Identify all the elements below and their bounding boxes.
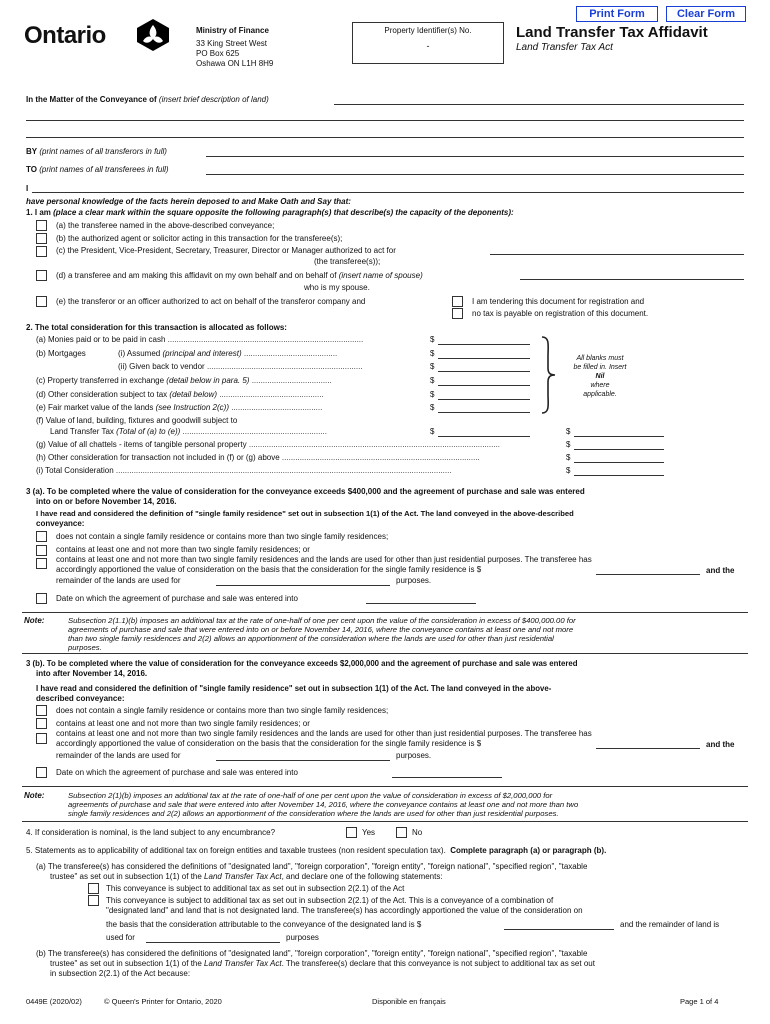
- s1-d-spouse-field-line[interactable]: [520, 279, 744, 280]
- s1-checkbox-d[interactable]: [36, 270, 47, 281]
- s3b-note-line2: agreements of purchase and sale that were entered into after November 14, 2016, where the conveyance contains at least one and not more than two: [68, 800, 579, 809]
- s1-checkbox-e-no-tax[interactable]: [452, 308, 463, 319]
- s4-no-label: No: [412, 828, 423, 837]
- matter-label: [26, 95, 269, 105]
- s3a-option-1: does not contain a single family residence or contains more than two single family residences;: [56, 532, 389, 541]
- s2-b1-label-text: (i) Assumed: [118, 349, 161, 358]
- s3a-option-2: contains at least one and not more than two single family residences; or: [56, 545, 310, 554]
- s5-b-line2-post: . The transferee(s) declare that this conveyance is not subject to additional tax as set out: [281, 959, 595, 968]
- s2-f-label-line1: (f) Value of land, building, fixtures and goodwill subject to: [36, 416, 238, 425]
- s4-yes-label: Yes: [362, 828, 376, 837]
- s5-a-option-2c: the basis that the consideration attributable to the conveyance of the designated land is $: [106, 920, 422, 929]
- s5-a-act: Land Transfer Tax Act: [204, 872, 282, 881]
- s5-a-checkbox-2[interactable]: [88, 895, 99, 906]
- s3b-note-label: Note:: [24, 791, 45, 800]
- s1-checkbox-c[interactable]: [36, 246, 47, 257]
- s1-option-d-text: (d) a transferee and am making this affidavit on my own behalf and on behalf of: [56, 271, 337, 280]
- property-identifier-box[interactable]: [352, 22, 504, 64]
- blanks-note-line5: applicable.: [583, 391, 617, 398]
- s5-a-remainder-use-field[interactable]: [146, 942, 280, 943]
- s2-i-label: (i) Total Consideration .......................................................................................................................................................: [36, 466, 452, 475]
- ministry-address-line2: PO Box 625: [196, 49, 240, 58]
- s2-i-field[interactable]: [574, 475, 664, 476]
- s3a-note-line4: purposes.: [68, 643, 102, 652]
- s2-c-label: (c) Property transferred in exchange (detail below in para. 5) ....................................: [36, 376, 332, 385]
- s5-a-option-1: This conveyance is subject to additional tax as set out in subsection 2(2.1) of the Act: [106, 884, 405, 893]
- s1-option-d-hint: (insert name of spouse): [338, 271, 423, 280]
- s3b-read-line1: I have read and considered the definition of "single family residence" set out in subsection 1(1) of the Act. The land conveyed in the above-: [36, 684, 552, 693]
- property-identifier-label: Property Identifier(s) No.: [384, 26, 472, 35]
- blanks-note-line4: where: [590, 382, 610, 389]
- s3a-checkbox-1[interactable]: [36, 531, 47, 542]
- to-label: [26, 165, 169, 175]
- s3b-note-line1: Subsection 2(1)(b) imposes an additional tax at the rate of one-half of one per cent upon the value of consideration in excess of $2,000,000 for: [68, 791, 553, 800]
- ministry-address-line3: Oshawa ON L1H 8H9: [196, 59, 274, 68]
- s5-a-option-2d: and the remainder of land is: [620, 920, 720, 929]
- s3a-sfr-amount-field[interactable]: [596, 574, 700, 575]
- s3b-remainder-use-field[interactable]: [216, 760, 390, 761]
- s2-b2-field[interactable]: [438, 371, 530, 372]
- s2-d-label-text: (d) Other consideration subject to tax: [36, 390, 168, 399]
- s2-b1-dollar: $: [430, 349, 435, 358]
- s3b-note-line3: single family residences and 2(2) allows an apportionment of the consideration where the lands are used for other than just residential purposes.: [68, 809, 559, 818]
- s5-a-checkbox-1[interactable]: [88, 883, 99, 894]
- s3a-remainder-use-field[interactable]: [216, 585, 390, 586]
- s3b-checkbox-3[interactable]: [36, 733, 47, 744]
- s5-a-line2-pre: trustee" as set out in subsection 1(1) of the: [50, 872, 202, 881]
- s3a-note-box: [22, 612, 748, 654]
- s5-b-line1: (b) The transferee(s) has considered the definitions of "designated land", "foreign corporation", "foreign entity", "foreign national", "specified region", "taxable: [36, 949, 588, 958]
- matter-hint: (insert brief description of land): [158, 95, 269, 104]
- s3a-checkbox-2[interactable]: [36, 545, 47, 556]
- s5-a-line1: (a) The transferee(s) has considered the definitions of "designated land", "foreign corporation", "foreign entity", "foreign national", "specified region", "taxable: [36, 862, 588, 871]
- s2-i-label-text: (i) Total Consideration: [36, 466, 114, 475]
- s2-b1-label: (i) Assumed (principal and interest) ..........................................: [118, 349, 338, 358]
- s2-d-label: (d) Other consideration subject to tax (detail below) ...............................................: [36, 390, 324, 399]
- s2-e-field[interactable]: [438, 412, 530, 413]
- s3b-checkbox-2[interactable]: [36, 718, 47, 729]
- ministry-name: Ministry of Finance: [196, 26, 269, 35]
- s2-b2-dollar: $: [430, 362, 435, 371]
- s3b-note-box: [22, 786, 748, 822]
- s2-i-dollar: $: [566, 466, 571, 475]
- s1-checkbox-b[interactable]: [36, 233, 47, 244]
- section1-heading: [26, 208, 514, 218]
- s3b-heading-line1: 3 (b). To be completed where the value of consideration for the conveyance exceeds $2,000,000 and the agreement of purchase and sale was entered: [26, 659, 578, 668]
- s3b-heading-line2: into after November 14, 2016.: [36, 669, 148, 678]
- s2-d-dollar: $: [430, 390, 435, 399]
- s2-e-dollar: $: [430, 403, 435, 412]
- s5-a-option-2b: "designated land" and land that is not designated land. The transferee(s) has accordingly apportioned the value of the consideration on: [106, 906, 583, 915]
- s2-b1-field[interactable]: [438, 358, 530, 359]
- matter-label-text: In the Matter of the Conveyance of: [26, 95, 157, 104]
- blanks-note: [560, 354, 640, 399]
- by-label-text: BY: [26, 147, 38, 156]
- s3a-read-line1: I have read and considered the definition of "single family residence" set out in subsection 1(1) of the Act. The land conveyed in the above-described: [36, 509, 574, 518]
- section1-heading-hint: (place a clear mark within the square opposite the following paragraph(s) that describe(s) the capacity of the deponents):: [53, 208, 514, 217]
- matter-field-line3[interactable]: [26, 137, 744, 138]
- s1-option-e-tender-line1: I am tendering this document for registration and: [472, 297, 645, 306]
- footer-page-number: Page 1 of 4: [680, 997, 719, 1006]
- by-hint: (print names of all transferors in full): [39, 147, 167, 156]
- s1-c-field-line[interactable]: [490, 254, 744, 255]
- ontario-logo: [24, 22, 174, 52]
- s3b-option-2: contains at least one and not more than two single family residences; or: [56, 719, 310, 728]
- s5-heading: [26, 846, 606, 856]
- by-label: [26, 147, 167, 157]
- s3b-checkbox-1[interactable]: [36, 705, 47, 716]
- s1-option-d: [56, 271, 423, 281]
- s2-b-label: (b) Mortgages: [36, 349, 86, 358]
- s5-b-line3: in subsection 2(2.1) of the Act because:: [50, 969, 191, 978]
- s2-h-label-text: (h) Other consideration for transaction not included in (f) or (g) above: [36, 453, 280, 462]
- s5-a-line2-post: , and declare one of the following statements:: [281, 872, 443, 881]
- s3a-option-3d: remainder of the lands are used for: [56, 576, 181, 585]
- s3a-option-3e: purposes.: [396, 576, 432, 585]
- s2-f-total-dollar: $: [566, 427, 571, 436]
- ontario-logo-text: Ontario: [24, 22, 106, 49]
- s2-a-field[interactable]: [438, 344, 530, 345]
- ministry-address-line1: 33 King Street West: [196, 39, 267, 48]
- section1-heading-text: 1. I am: [26, 208, 51, 217]
- s3b-date-field[interactable]: [392, 777, 502, 778]
- s3b-option-3a: contains at least one and not more than two single family residences and the lands are used for other than just residential purposes. The transferee has: [56, 729, 592, 738]
- blanks-note-line2: be filled in. Insert: [573, 364, 627, 371]
- by-field-line[interactable]: [206, 156, 744, 157]
- s1-option-b: (b) the authorized agent or solicitor acting in this transaction for the transferee(s);: [56, 234, 343, 243]
- to-hint: (print names of all transferees in full): [39, 165, 169, 174]
- s3a-checkbox-date[interactable]: [36, 593, 47, 604]
- s1-option-e: (e) the transferor or an officer authorized to act on behalf of the transferor company and: [56, 297, 366, 306]
- blanks-note-line1: All blanks must: [576, 355, 624, 362]
- s3a-date-field[interactable]: [366, 603, 476, 604]
- s3b-date-label: Date on which the agreement of purchase and sale was entered into: [56, 768, 298, 777]
- s1-option-c-line2: (the transferee(s));: [314, 257, 381, 266]
- s5-heading-bold: Complete paragraph (a) or paragraph (b).: [450, 846, 607, 855]
- s2-b2-label: (ii) Given back to vendor ......................................................................: [118, 362, 363, 371]
- s2-d-field[interactable]: [438, 399, 530, 400]
- s3b-option-3e: purposes.: [396, 751, 432, 760]
- s3a-option-3b: accordingly apportioned the value of consideration on the basis that the consideration for the single family residence is $: [56, 565, 482, 574]
- s2-d-hint: (detail below): [169, 390, 217, 399]
- s2-e-label: (e) Fair market value of the lands (see Instruction 2(c)) .........................................: [36, 403, 323, 412]
- s2-a-dollar: $: [430, 335, 435, 344]
- s2-g-label-text: (g) Value of all chattels - items of tangible personal property: [36, 440, 247, 449]
- s5-b-act: Land Transfer Tax Act: [204, 959, 282, 968]
- s5-a-option-2f: purposes: [286, 933, 319, 942]
- s1-option-e-tender-line2: no tax is payable on registration of this document.: [472, 309, 649, 318]
- s3a-heading-line2: into on or before November 14, 2016.: [36, 497, 177, 506]
- s1-option-c: (c) the President, Vice-President, Secretary, Treasurer, Director or Manager authorized to act for: [56, 246, 396, 255]
- s3b-read-line2: described conveyance:: [36, 694, 125, 703]
- s2-c-dollar: $: [430, 376, 435, 385]
- s2-f-label-line2: Land Transfer Tax (Total of (a) to (e)) .................................................................: [50, 427, 328, 436]
- curly-brace-icon: [540, 336, 558, 414]
- clear-form-button[interactable]: Clear Form: [666, 6, 746, 22]
- s5-b-line2-pre: trustee" as set out in subsection 1(1) of the: [50, 959, 202, 968]
- s3a-read-line2: conveyance:: [36, 519, 85, 528]
- footer-french-link[interactable]: Disponible en français: [372, 997, 446, 1006]
- s1-option-d-line2: who is my spouse.: [304, 283, 370, 292]
- section2-heading: 2. The total consideration for this transaction is allocated as follows:: [26, 323, 287, 332]
- s3a-note-line2: agreements of purchase and sale that were entered into on or before November 14, 2016, where the conveyance contains at least one and not more: [68, 625, 574, 634]
- trillium-icon: [136, 18, 170, 52]
- to-label-text: TO: [26, 165, 37, 174]
- s5-a-line2: [50, 872, 443, 882]
- footer-form-number: 0449E (2020/02): [26, 997, 82, 1006]
- s1-checkbox-e-tender[interactable]: [452, 296, 463, 307]
- s5-heading-text: 5. Statements as to applicability of additional tax on foreign entities and taxable trustees (non resident speculation tax).: [26, 846, 446, 855]
- matter-field-line2[interactable]: [26, 120, 744, 121]
- deponent-name-line[interactable]: [32, 192, 744, 193]
- s3b-option-3d: remainder of the lands are used for: [56, 751, 181, 760]
- s3b-option-3b: accordingly apportioned the value of consideration on the basis that the consideration for the single family residence is $: [56, 739, 482, 748]
- s5-b-line2: [50, 959, 595, 969]
- s3a-option-3c: and the: [706, 566, 735, 575]
- s3b-checkbox-date[interactable]: [36, 767, 47, 778]
- form-subtitle: Land Transfer Tax Act: [516, 42, 613, 53]
- s1-checkbox-a[interactable]: [36, 220, 47, 231]
- s3a-date-label: Date on which the agreement of purchase and sale was entered into: [56, 594, 298, 603]
- s1-option-a: (a) the transferee named in the above-described conveyance;: [56, 221, 275, 230]
- s2-a-label: (a) Monies paid or to be paid in cash ........................................................................................: [36, 335, 364, 344]
- s2-f-field[interactable]: [438, 436, 530, 437]
- s2-e-label-text: (e) Fair market value of the lands: [36, 403, 154, 412]
- s2-b1-hint: (principal and interest): [162, 349, 242, 358]
- s2-g-label: (g) Value of all chattels - items of tangible personal property .................................................................................................................: [36, 440, 501, 449]
- s2-f-dollar: $: [430, 427, 435, 436]
- property-identifier-value[interactable]: -: [426, 41, 430, 51]
- s3a-note-line3: than two single family residences and 2(2) allows an apportionment of the consideration where the lands are used for other than just residential: [68, 634, 554, 643]
- s3b-sfr-amount-field[interactable]: [596, 748, 700, 749]
- s2-a-label-text: (a) Monies paid or to be paid in cash: [36, 335, 166, 344]
- to-field-line[interactable]: [206, 174, 744, 175]
- s2-h-label: (h) Other consideration for transaction not included in (f) or (g) above .........................................................................................: [36, 453, 480, 462]
- matter-field-line1[interactable]: [334, 104, 744, 105]
- s1-checkbox-e[interactable]: [36, 296, 47, 307]
- blanks-note-line3: Nil: [595, 373, 605, 380]
- s5-a-option-2a: This conveyance is subject to additional tax as set out in subsection 2(2.1) of the Act. This is a conveyance of a combination of: [106, 896, 554, 905]
- s2-e-hint: (see Instruction 2(c)): [155, 403, 229, 412]
- s5-a-option-2e: used for: [106, 933, 135, 942]
- s2-c-label-text: (c) Property transferred in exchange: [36, 376, 165, 385]
- s2-f-total-field[interactable]: [574, 436, 664, 437]
- s2-h-dollar: $: [566, 453, 571, 462]
- s3a-note-line1: Subsection 2(1.1)(b) imposes an additional tax at the rate of one-half of one per cent upon the value of the consideration in excess of $400,000.00 for: [68, 616, 576, 625]
- s2-b2-label-text: (ii) Given back to vendor: [118, 362, 205, 371]
- s2-g-dollar: $: [566, 440, 571, 449]
- footer-copyright: © Queen's Printer for Ontario, 2020: [104, 997, 222, 1006]
- s3b-option-1: does not contain a single family residence or contains more than two single family residences;: [56, 706, 389, 715]
- s3a-option-3a: contains at least one and not more than two single family residences and the lands are used for other than just residential purposes. The transferee has: [56, 555, 592, 564]
- s2-c-hint: (detail below in para. 5): [166, 376, 250, 385]
- s3a-heading-line1: 3 (a). To be completed where the value of consideration for the conveyance exceeds $400,000 and the agreement of purchase and sale was entered: [26, 487, 585, 496]
- form-title: Land Transfer Tax Affidavit: [516, 24, 708, 41]
- s4-no-checkbox[interactable]: [396, 827, 407, 838]
- s2-c-field[interactable]: [438, 385, 530, 386]
- s2-h-field[interactable]: [574, 462, 664, 463]
- s2-f-hint: (Total of (a) to (e)): [116, 427, 181, 436]
- s5-a-designated-amount-field[interactable]: [504, 929, 614, 930]
- s2-g-field[interactable]: [574, 449, 664, 450]
- s3a-checkbox-3[interactable]: [36, 558, 47, 569]
- s3b-option-3c: and the: [706, 740, 735, 749]
- s4-question: 4. If consideration is nominal, is the land subject to any encumbrance?: [26, 828, 276, 837]
- s4-yes-checkbox[interactable]: [346, 827, 357, 838]
- print-form-button[interactable]: Print Form: [576, 6, 658, 22]
- oath-statement: have personal knowledge of the facts herein deposed to and Make Oath and Say that:: [26, 197, 351, 206]
- i-label: I: [26, 184, 29, 193]
- s2-f-label-text: Land Transfer Tax: [50, 427, 114, 436]
- s3a-note-label: Note:: [24, 616, 45, 625]
